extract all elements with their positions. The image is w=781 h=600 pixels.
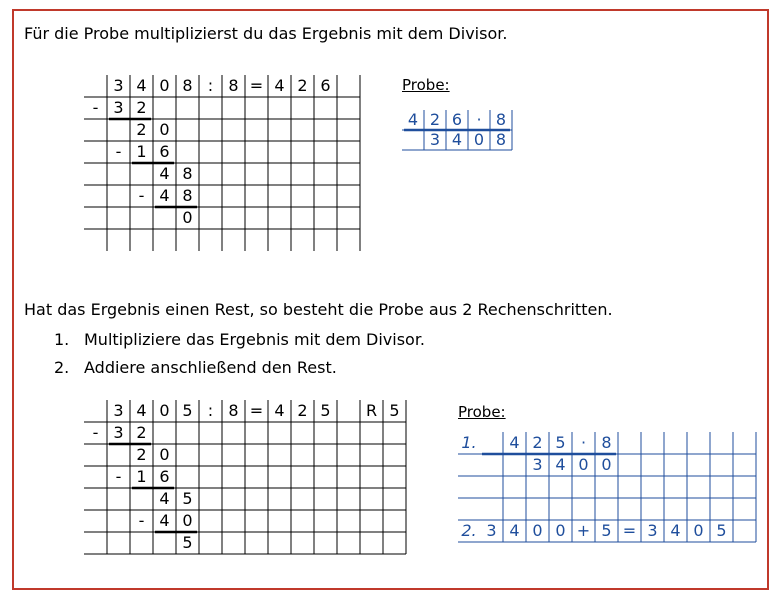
grid-cell: 3 <box>532 455 543 474</box>
probe-row-label: 1. <box>461 433 477 452</box>
grid-cell: - <box>115 467 122 486</box>
grid-cell: 1 <box>136 467 147 486</box>
probe-label-2: Probe: <box>458 403 506 421</box>
grid-cell: 3 <box>113 98 124 117</box>
grid-cell: 0 <box>159 445 170 464</box>
grid-cell: : <box>207 76 214 95</box>
grid-cell: - <box>138 186 145 205</box>
grid-cell: 6 <box>159 142 170 161</box>
grid-cell: 5 <box>716 521 727 540</box>
grid-cell: 8 <box>182 76 193 95</box>
grid-cell: 8 <box>495 110 507 129</box>
grid-cell: 4 <box>407 110 419 129</box>
grid-cell: 3 <box>113 76 124 95</box>
grid-cell: 1 <box>136 142 147 161</box>
grid-cell: 0 <box>182 511 193 530</box>
probe-row-label: 2. <box>461 521 477 540</box>
grid-cell: - <box>138 511 145 530</box>
grid-cell: 3 <box>113 423 124 442</box>
grid-cell: 0 <box>601 455 612 474</box>
grid-cell: 6 <box>320 76 331 95</box>
grid-cell: 3 <box>113 401 124 420</box>
grid-cell: 2 <box>532 433 543 452</box>
grid-cell: 0 <box>473 130 485 149</box>
grid-cell: R <box>365 401 378 420</box>
grid-cell: 4 <box>136 76 147 95</box>
grid-cell: 5 <box>389 401 400 420</box>
grid-cell: + <box>576 521 591 540</box>
grid-cell: 8 <box>182 164 193 183</box>
grid-cell: - <box>115 142 122 161</box>
grid-cell: 4 <box>136 401 147 420</box>
grid-cell: 2 <box>429 110 441 129</box>
grid-cell: 8 <box>228 76 239 95</box>
grid-cell: 0 <box>693 521 704 540</box>
step-2-text: Addiere anschließend den Rest. <box>84 358 337 377</box>
grid-cell: 8 <box>495 130 507 149</box>
grid-cell: - <box>92 98 99 117</box>
grid-cell: 5 <box>320 401 331 420</box>
grid-cell: : <box>207 401 214 420</box>
grid-cell: 5 <box>182 401 193 420</box>
grid-cell: 0 <box>578 455 589 474</box>
grid-cell: = <box>249 401 264 420</box>
grid-cell: 0 <box>159 76 170 95</box>
step-2-num: 2. <box>54 358 70 377</box>
grid-cell: 4 <box>670 521 681 540</box>
intro-text: Für die Probe multiplizierst du das Ergebnis mit dem Divisor. <box>24 24 508 43</box>
grid-cell: 4 <box>159 164 170 183</box>
step-1-num: 1. <box>54 330 70 349</box>
grid-cell: 0 <box>159 120 170 139</box>
grid-cell: 2 <box>136 423 147 442</box>
grid-cell: 4 <box>509 433 520 452</box>
grid-cell: 4 <box>274 401 285 420</box>
grid-cell: 0 <box>555 521 566 540</box>
grid-cell: · <box>476 110 482 129</box>
grid-cell: 0 <box>159 401 170 420</box>
grid-cell: 5 <box>601 521 612 540</box>
grid-cell: 3 <box>486 521 497 540</box>
grid-cell: 3 <box>647 521 658 540</box>
grid-cell: 4 <box>159 186 170 205</box>
grid-cell: · <box>580 433 587 452</box>
grid-cell: 2 <box>297 401 308 420</box>
grid-cell: 4 <box>451 130 463 149</box>
grid-cell: 8 <box>601 433 612 452</box>
grid-cell: 5 <box>555 433 566 452</box>
grid-cell: 6 <box>159 467 170 486</box>
grid-cell: 8 <box>182 186 193 205</box>
grid-cell: - <box>92 423 99 442</box>
probe-label-1: Probe: <box>402 76 450 94</box>
grid-cell: 4 <box>274 76 285 95</box>
grid-cell: 2 <box>136 445 147 464</box>
grid-cell: 2 <box>136 120 147 139</box>
grid-cell: 0 <box>182 208 193 227</box>
grid-cell: 4 <box>159 511 170 530</box>
grid-cell: 3 <box>429 130 441 149</box>
grid-cell: = <box>249 76 264 95</box>
grid-cell: 5 <box>182 489 193 508</box>
grid-cell: = <box>622 521 637 540</box>
grid-cell: 4 <box>159 489 170 508</box>
grid-cell: 0 <box>532 521 543 540</box>
step-1-text: Multipliziere das Ergebnis mit dem Divisor. <box>84 330 426 349</box>
grid-cell: 4 <box>555 455 566 474</box>
grid-cell: 6 <box>451 110 463 129</box>
rest-text: Hat das Ergebnis einen Rest, so besteht die Probe aus 2 Rechenschritten. <box>24 300 613 319</box>
grid-cell: 8 <box>228 401 239 420</box>
grid-cell: 4 <box>509 521 520 540</box>
grid-cell: 2 <box>297 76 308 95</box>
grid-cell: 5 <box>182 533 193 552</box>
grid-cell: 2 <box>136 98 147 117</box>
